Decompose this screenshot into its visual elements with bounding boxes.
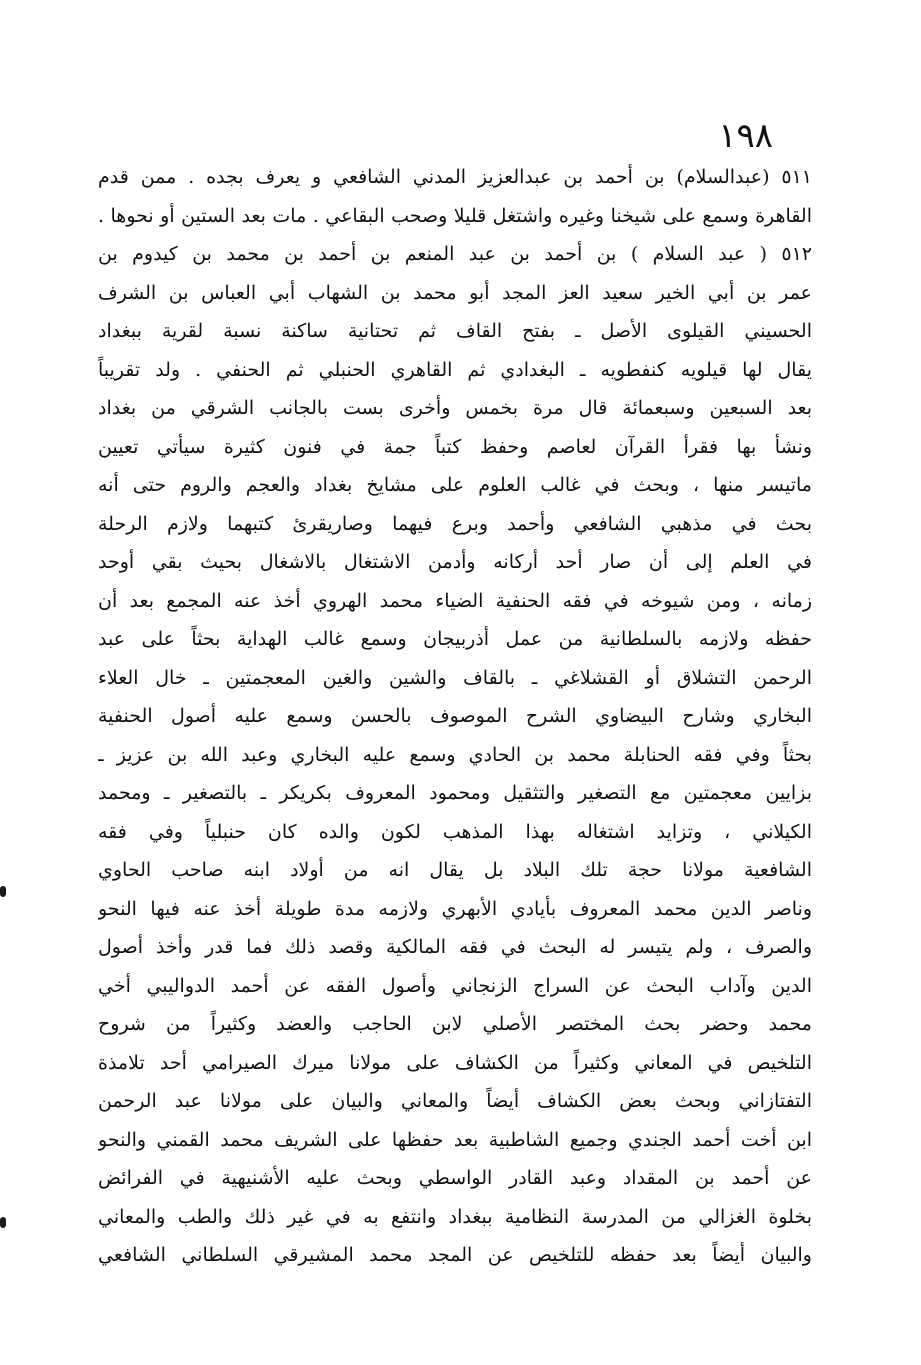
text-line: والبيان أيضاً بعد حفظه للتلخيص عن المجد محمد المشيرقي السلطاني الشافعي xyxy=(98,1244,812,1266)
text-line: الدين وآداب البحث عن السراج الزنجاني وأصول الفقه عن أحمد الدواليبي أخي xyxy=(98,974,812,997)
text-line: بزايين معجمتين مع التصغير والتثقيل ومحمود المعروف بكريكر ـ بالتصغير ـ ومحمد xyxy=(98,782,812,804)
text-line: وناصر الدين محمد المعروف بأيادي الأبهري ولازمه مدة طويلة أخذ عنه فيها النحو xyxy=(98,897,812,920)
text-line: بعد السبعين وسبعمائة قال مرة بخمس وأخرى بست بالجانب الشرقي من بغداد xyxy=(98,397,812,419)
text-line: البخاري وشارح البيضاوي الشرح الموصوف بالحسن وسمع عليه أصول الحنفية xyxy=(98,705,812,727)
text-line: ٥١٢ ( عبد السلام ) بن أحمد بن عبد المنعم بن أحمد بن محمد بن كيدوم بن xyxy=(98,243,812,265)
text-line: يقال لها قيلويه كنفطويه ـ البغدادي ثم القاهري الحنبلي ثم الحنفي . ولد تقريباً xyxy=(98,358,812,381)
text-line: ونشأ بها فقرأ القرآن لعاصم وحفظ كتباً جمة في فنون كثيرة سيأتي تعيين xyxy=(98,435,812,458)
text-line: ماتيسر منها ، وبحث في غالب العلوم على مشايخ بغداد والعجم والروم حتى أنه xyxy=(98,474,812,496)
text-line: زمانه ، ومن شيوخه في فقه الحنفية الضياء محمد الهروي أخذ عنه المجمع بعد أن xyxy=(98,589,812,612)
text-line: الحسيني القيلوى الأصل ـ بفتح القاف ثم تحتانية ساكنة نسبة لقرية ببغداد xyxy=(98,320,812,342)
text-line: في العلم إلى أن صار أحد أركانه وأدمن الاشتغال بالاشغال بحيث بقي أوحد xyxy=(98,551,812,573)
text-line: الرحمن التشلاق أو القشلاغي ـ بالقاف والشين والغين المعجمتين ـ خال العلاء xyxy=(98,666,812,689)
text-line: ٥١١ (عبدالسلام) بن أحمد بن عبدالعزيز المدني الشافعي و يعرف بجده . ممن قدم xyxy=(98,166,812,188)
text-line: بحثاً وفي فقه الحنابلة محمد بن الحادي وسمع عليه البخاري وعبد الله بن عزيز ـ xyxy=(98,743,812,766)
scan-margin-mark xyxy=(0,1217,6,1228)
page-number: ١٩٨ xyxy=(718,116,773,156)
text-line: عمر بن أبي الخير سعيد العز المجد أبو محمد بن الشهاب أبي العباس بن الشرف xyxy=(98,281,812,304)
text-line: الشافعية مولانا حجة تلك البلاد بل يقال انه من أولاد ابنه صاحب الحاوي xyxy=(98,859,812,881)
text-line: حفظه ولازمه بالسلطانية من عمل أذربيجان وسمع غالب الهداية بحثاً على عبد xyxy=(98,628,812,650)
text-line: الكيلاني ، وتزايد اشتغاله بهذا المذهب لكون والده كان حنبلياً وفي فقه xyxy=(98,820,812,843)
text-line: القاهرة وسمع على شيخنا وغيره واشتغل قليلا وصحب البقاعي . مات بعد الستين أو نحوها . xyxy=(98,204,812,227)
text-line: بخلوة الغزالي من المدرسة النظامية ببغداد وانتفع به في غير ذلك والطب والمعاني xyxy=(98,1205,812,1228)
body-text xyxy=(98,158,812,1275)
scan-margin-mark xyxy=(0,886,6,897)
text-line: عن أحمد بن المقداد وعبد القادر الواسطي وبحث عليه الأشنيهية في الفرائض xyxy=(98,1167,812,1189)
text-line: التفتازاني وبحث بعض الكشاف أيضاً والمعاني والبيان على مولانا عبد الرحمن xyxy=(98,1090,812,1112)
text-line: محمد وحضر بحث المختصر الأصلي لابن الحاجب والعضد وكثيراً من شروح xyxy=(98,1013,812,1035)
text-line: بحث في مذهبي الشافعي وأحمد وبرع فيهما وصاريقرئ كتبهما ولازم الرحلة xyxy=(98,512,812,535)
text-line: ابن أخت أحمد الجندي وجميع الشاطبية بعد حفظها على الشريف محمد القمني والنحو xyxy=(98,1128,812,1151)
text-line: التلخيص في المعاني وكثيراً من الكشاف على مولانا ميرك الصيرامي أحد تلامذة xyxy=(98,1051,812,1074)
text-line: والصرف ، ولم يتيسر له البحث في فقه المالكية وقصد ذلك فما قدر وأخذ أصول xyxy=(98,936,812,958)
